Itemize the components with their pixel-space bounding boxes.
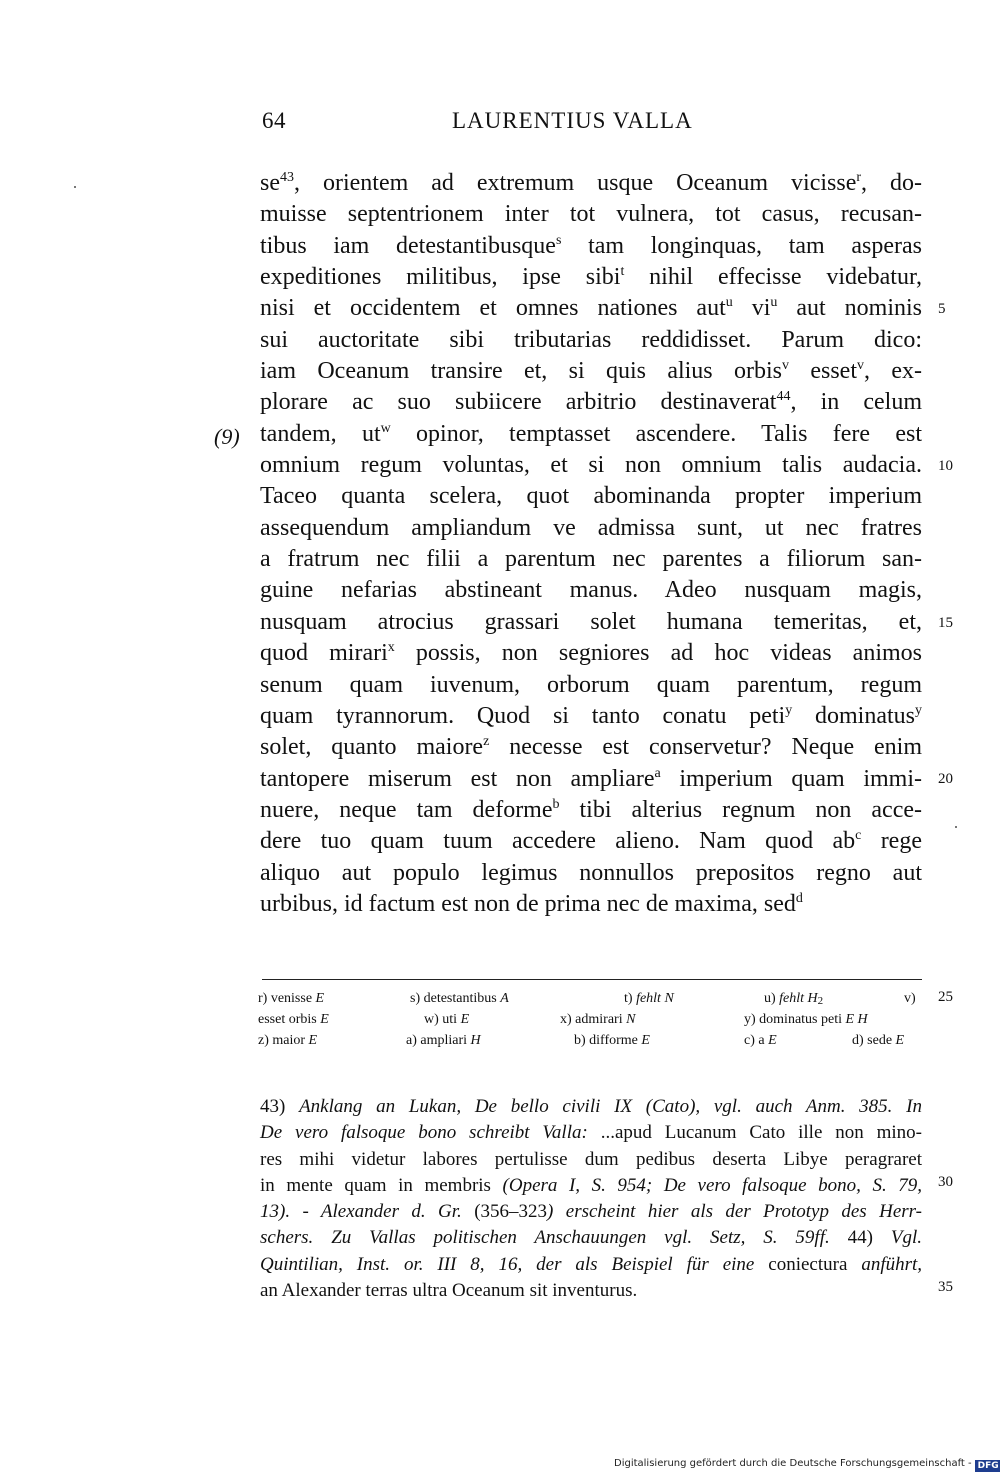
text-run: se — [260, 170, 280, 196]
italic-text: H — [470, 1033, 481, 1048]
variant-entry — [258, 1030, 317, 1051]
text-run: , ex- — [864, 358, 922, 385]
text-run: dominatus — [792, 702, 915, 729]
note-line — [260, 1147, 922, 1173]
text-line — [260, 325, 922, 356]
note-reference: s — [555, 232, 562, 248]
text-run: 43) — [260, 1096, 300, 1117]
digitization-credit — [614, 1458, 1000, 1472]
page-header — [262, 108, 922, 142]
note-reference: u — [725, 295, 733, 311]
variant-entry — [624, 988, 674, 1009]
variant-entry — [258, 988, 324, 1009]
italic-text: N — [626, 1012, 636, 1027]
text-run: senum quam iuvenum, orborum quam parentum, regum — [260, 671, 922, 698]
note-reference: u — [770, 295, 778, 311]
credit-text: Digitalisierung gefördert durch die Deutsche Forschungsgemeinschaft - — [614, 1458, 972, 1469]
text-line — [260, 670, 922, 701]
text-line — [260, 356, 922, 387]
text-run: nuere, neque tam deforme — [260, 796, 553, 823]
note-reference: t — [620, 264, 625, 280]
text-run: esset orbis — [258, 1012, 321, 1027]
note-reference: a — [654, 765, 661, 781]
text-run: tantopere miserum est non ampliare — [260, 765, 655, 792]
italic-text: schers. Zu Vallas politischen Anschauungen vgl. Setz, S. 59ff. — [260, 1227, 830, 1249]
text-run: z) maior — [258, 1033, 309, 1048]
text-line — [260, 732, 922, 763]
text-run: esset — [789, 358, 857, 385]
variant-entry — [574, 1030, 650, 1051]
text-run: 44) — [829, 1227, 891, 1249]
variant-entry — [852, 1030, 904, 1051]
note-reference: 43 — [280, 170, 294, 185]
text-run: ...apud Lucanum Cato ille non mino- — [600, 1122, 922, 1144]
italic-text: E H — [845, 1012, 868, 1027]
text-run: y) dominatus peti — [744, 1012, 846, 1027]
text-run: dere tuo quam tuum accedere alieno. Nam quod ab — [260, 828, 856, 855]
text-line — [260, 701, 922, 732]
text-run: possis, non segniores ad hoc videas animos — [394, 640, 923, 667]
text-run: in mente quam in membris — [260, 1174, 503, 1196]
text-run: guine nefarias abstineant manus. Adeo nusquam magis, — [260, 577, 922, 604]
text-run: opinor, temptasset ascendere. Talis fere est — [390, 420, 923, 447]
running-title: LAURENTIUS VALLA — [452, 108, 693, 133]
italic-text: A — [500, 991, 509, 1006]
note-line — [260, 1173, 922, 1199]
note-line — [260, 1252, 922, 1278]
text-line — [260, 262, 922, 293]
italic-text: E — [641, 1033, 650, 1048]
text-line — [260, 481, 922, 512]
note-line — [260, 1199, 922, 1225]
text-line — [260, 450, 922, 481]
text-run: tibi alterius regnum non acce- — [559, 796, 923, 823]
variant-entry — [258, 1009, 329, 1030]
text-run: coniectura — [768, 1253, 862, 1275]
text-run: tibus iam detestantibusque — [260, 232, 556, 259]
text-line — [260, 858, 922, 889]
text-run: aut nominis — [777, 295, 923, 322]
note-reference: w — [380, 420, 391, 436]
text-run: a) ampliari — [406, 1033, 471, 1048]
text-run: aliquo aut populo legimus nonnullos prepositos regno aut — [260, 859, 922, 886]
text-run: a fratrum nec filii a parentum nec parentes a filiorum san- — [260, 546, 922, 573]
note-reference: b — [552, 796, 560, 812]
text-run: quod mirari — [260, 640, 388, 667]
note-reference: x — [387, 640, 395, 656]
text-line — [260, 199, 922, 230]
text-run: muisse septentrionem inter tot vulnera, tot casus, recusan- — [260, 201, 922, 228]
italic-text: Quintilian, Inst. or. III 8, 16, der als Beispiel für eine — [260, 1253, 769, 1275]
text-run: , do- — [861, 170, 922, 196]
line-number: 30 — [938, 1174, 953, 1190]
text-line — [260, 419, 922, 450]
note-reference: r — [856, 170, 862, 185]
variant-entry — [424, 1009, 469, 1030]
text-run: Taceo quanta scelera, quot abominanda propter imperium — [260, 483, 922, 510]
variant-entry — [560, 1009, 635, 1030]
text-run: necesse est conservetur? Neque enim — [489, 734, 922, 761]
line-number: 25 — [938, 989, 953, 1005]
text-run: imperium quam immi- — [660, 765, 922, 792]
text-run: res mihi videtur labores pertulisse dum pedibus deserta Libye peragraret — [260, 1148, 922, 1170]
commentary-notes — [260, 1094, 922, 1304]
text-run: nusquam atrocius grassari solet humana temeritas, et, — [260, 608, 922, 635]
text-line — [260, 826, 922, 857]
scan-speck — [74, 186, 76, 188]
text-run: s) detestantibus — [410, 991, 501, 1006]
italic-text: E — [315, 991, 325, 1006]
italic-text: fehlt N — [636, 991, 674, 1006]
italic-text: E — [768, 1033, 777, 1048]
italic-text: E — [320, 1012, 329, 1027]
text-run: omnium regum voluntas, et si non omnium talis audacia. — [260, 452, 922, 479]
text-run: tandem, ut — [260, 420, 381, 447]
text-run: c) a — [744, 1033, 769, 1048]
note-reference: y — [915, 702, 922, 718]
text-run: , orientem ad extremum usque Oceanum vicisse — [294, 170, 857, 196]
text-line — [260, 638, 922, 669]
text-run: iam Oceanum transire et, si quis alius orbis — [260, 358, 782, 385]
text-line — [260, 544, 922, 575]
text-run: t) — [624, 991, 637, 1006]
italic-text: Anklang an Lukan, De bello civili IX (Cato), vgl. auch Anm. 385. In — [299, 1096, 922, 1117]
text-line — [260, 889, 922, 920]
apparatus-row — [258, 988, 924, 1009]
text-line — [260, 513, 922, 544]
text-line — [260, 387, 922, 418]
note-reference: v — [857, 358, 864, 374]
text-run: plorare ac suo subiicere arbitrio destinaverat — [260, 389, 777, 416]
main-text — [260, 168, 922, 920]
text-run: r) venisse — [258, 991, 316, 1006]
italic-text: ) erscheint hier als der Prototyp des Herr- — [547, 1201, 922, 1223]
variant-entry — [410, 988, 509, 1009]
italic-text: De vero falsoque bono schreibt Valla: — [260, 1122, 601, 1144]
variant-entry — [744, 1009, 868, 1030]
text-run: quam tyrannorum. Quod si tanto conatu peti — [260, 702, 786, 729]
subscript: 2 — [817, 995, 824, 1007]
italic-text: anführt, — [861, 1253, 923, 1275]
text-line — [260, 168, 922, 199]
italic-text: E — [895, 1033, 905, 1048]
italic-text: E — [460, 1012, 470, 1027]
text-run: sui auctoritate sibi tributarias reddidisset. Parum dico: — [260, 326, 922, 353]
margin-marker: (9) — [214, 424, 240, 449]
scan-speck — [955, 826, 957, 828]
text-run: x) admirari — [560, 1012, 627, 1027]
text-run: expeditiones militibus, ipse sibi — [260, 264, 621, 291]
text-run: assequendum ampliandum ve admissa sunt, ut nec fratres — [260, 514, 922, 541]
note-reference: 44 — [776, 389, 791, 405]
page-number: 64 — [262, 108, 286, 133]
text-run: nisi et occidentem et omnes nationes aut — [260, 295, 726, 322]
line-number: 5 — [938, 301, 946, 317]
text-run: tam longinquas, tam asperas — [561, 232, 922, 259]
text-run: rege — [861, 828, 922, 855]
text-run: v) — [904, 991, 916, 1006]
variant-entry — [744, 1030, 777, 1051]
note-reference: v — [782, 358, 789, 374]
text-line — [260, 231, 922, 262]
text-run: an Alexander terras ultra Oceanum sit inventurus. — [260, 1280, 638, 1302]
italic-text: 13). - Alexander d. Gr. — [260, 1201, 475, 1223]
note-reference: d — [795, 890, 803, 906]
note-reference: z — [483, 734, 490, 750]
variant-entry — [764, 988, 823, 1009]
text-run: w) uti — [424, 1012, 461, 1027]
critical-apparatus — [258, 988, 924, 1051]
variant-entry — [406, 1030, 481, 1051]
text-run: (356–323 — [474, 1201, 548, 1223]
dfg-logo: DFG — [975, 1460, 1000, 1472]
text-line — [260, 795, 922, 826]
note-reference: c — [855, 828, 862, 844]
line-number: 35 — [938, 1279, 953, 1295]
text-run: vi — [732, 295, 771, 322]
note-reference: y — [785, 702, 793, 718]
note-line — [260, 1225, 922, 1251]
text-line — [260, 575, 922, 606]
italic-text: (Opera I, S. 954; De vero falsoque bono, S. 79, — [502, 1174, 923, 1196]
text-line — [260, 607, 922, 638]
text-run: , in celum — [790, 389, 922, 416]
text-run: nihil effecisse videbatur, — [624, 264, 922, 291]
note-line — [260, 1278, 922, 1304]
apparatus-row — [258, 1009, 924, 1030]
text-run: u) — [764, 991, 780, 1006]
text-run: solet, quanto maiore — [260, 734, 484, 761]
footnote-divider — [262, 979, 922, 980]
text-run: urbibus, id factum est non de prima nec de maxima, sed — [260, 890, 796, 917]
note-line — [260, 1120, 922, 1146]
text-run: b) difforme — [574, 1033, 642, 1048]
line-number: 20 — [938, 771, 953, 787]
italic-text: Vgl. — [890, 1227, 923, 1249]
text-line — [260, 293, 922, 324]
italic-text: E — [308, 1033, 318, 1048]
note-line — [260, 1094, 922, 1120]
variant-entry — [904, 988, 916, 1009]
italic-text: fehlt H — [779, 991, 818, 1006]
line-number: 15 — [938, 615, 953, 631]
line-number: 10 — [938, 458, 953, 474]
apparatus-row — [258, 1030, 924, 1051]
text-line — [260, 764, 922, 795]
text-run: d) sede — [852, 1033, 896, 1048]
